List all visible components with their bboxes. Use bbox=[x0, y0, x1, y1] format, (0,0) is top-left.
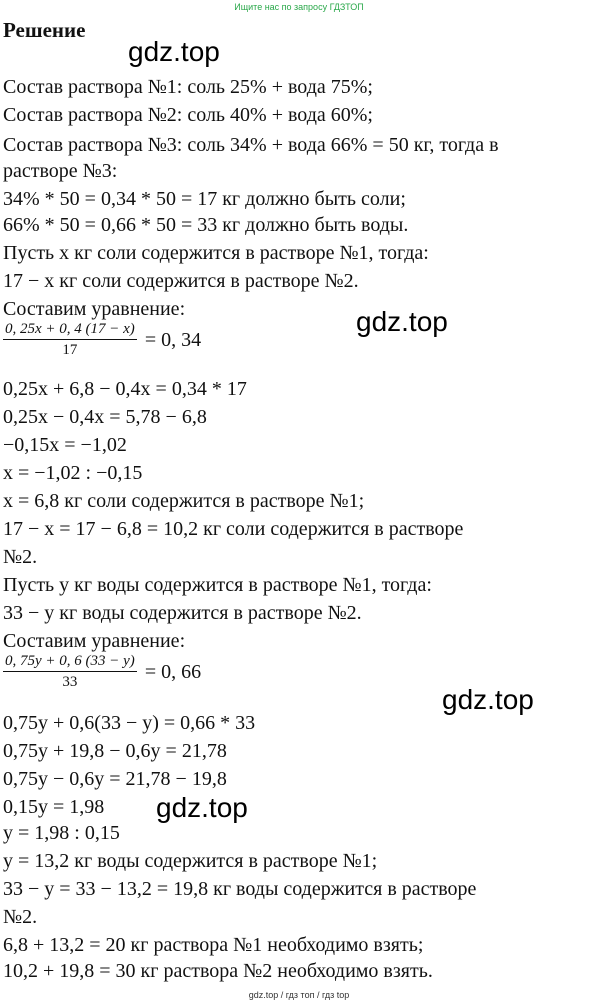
text-line: 33 − у кг воды содержится в растворе №2. bbox=[3, 602, 362, 624]
watermark: gdz.top bbox=[356, 306, 448, 337]
text-line: y = 1,98 : 0,15 bbox=[3, 822, 120, 844]
equation-fraction-1 bbox=[3, 321, 201, 359]
text-line: 0,75y + 0,6(33 − y) = 0,66 * 33 bbox=[3, 712, 256, 734]
fraction-rhs: = 0, 34 bbox=[144, 328, 202, 351]
fraction-denominator: 17 bbox=[62, 342, 78, 358]
text-line: 0,25x − 0,4x = 5,78 − 6,8 bbox=[3, 406, 207, 428]
text-line: Состав раствора №2: соль 40% + вода 60%; bbox=[3, 104, 373, 126]
watermark: gdz.top bbox=[156, 792, 248, 823]
fraction-numerator: 0, 25x + 0, 4 (17 − x) bbox=[5, 321, 135, 337]
fraction-rhs: = 0, 66 bbox=[144, 660, 202, 683]
text-line: −0,15x = −1,02 bbox=[3, 434, 127, 456]
text-line: 33 − y = 33 − 13,2 = 19,8 кг воды содержится в растворе bbox=[3, 878, 477, 900]
text-line: 10,2 + 19,8 = 30 кг раствора №2 необходимо взять. bbox=[3, 960, 433, 982]
text-line: 17 − x = 17 − 6,8 = 10,2 кг соли содержится в растворе bbox=[3, 518, 464, 540]
text-line: 0,25x + 6,8 − 0,4x = 0,34 * 17 bbox=[3, 378, 247, 400]
text-line: 0,75y + 19,8 − 0,6y = 21,78 bbox=[3, 740, 227, 762]
fraction-denominator: 33 bbox=[62, 674, 78, 690]
bottom-site-note: gdz.top / гдз топ / гдз top bbox=[248, 990, 350, 1000]
text-line: Составим уравнение: bbox=[3, 630, 186, 652]
text-line: x = 6,8 кг соли содержится в растворе №1; bbox=[3, 490, 365, 512]
text-line: №2. bbox=[3, 906, 38, 928]
text-line: 0,75y − 0,6y = 21,78 − 19,8 bbox=[3, 768, 227, 790]
text-line: Пусть х кг соли содержится в растворе №1, тогда: bbox=[3, 242, 429, 264]
text-line: x = −1,02 : −0,15 bbox=[3, 462, 143, 484]
watermark: gdz.top bbox=[442, 684, 534, 715]
text-line: Состав раствора №3: соль 34% + вода 66% = 50 кг, тогда в bbox=[3, 134, 499, 156]
text-line: Составим уравнение: bbox=[3, 298, 186, 320]
watermark: gdz.top bbox=[128, 36, 220, 67]
text-line: 66% * 50 = 0,66 * 50 = 33 кг должно быть воды. bbox=[3, 214, 409, 236]
text-line: 6,8 + 13,2 = 20 кг раствора №1 необходимо взять; bbox=[3, 934, 424, 956]
solution-heading: Решение bbox=[3, 18, 86, 42]
text-line: Пусть у кг воды содержится в растворе №1, тогда: bbox=[3, 574, 432, 596]
text-line: №2. bbox=[3, 546, 38, 568]
text-line: 0,15y = 1,98 bbox=[3, 796, 105, 818]
text-line: Состав раствора №1: соль 25% + вода 75%; bbox=[3, 76, 373, 98]
text-line: 17 − х кг соли содержится в растворе №2. bbox=[3, 270, 359, 292]
text-line: y = 13,2 кг воды содержится в растворе №1; bbox=[3, 850, 378, 872]
equation-fraction-2 bbox=[3, 653, 201, 691]
fraction-numerator: 0, 75y + 0, 6 (33 − y) bbox=[5, 653, 135, 669]
text-line: растворе №3: bbox=[3, 160, 118, 182]
top-search-note: Ищите нас по запросу ГДЗТОП bbox=[234, 2, 364, 12]
text-line: 34% * 50 = 0,34 * 50 = 17 кг должно быть соли; bbox=[3, 188, 406, 210]
